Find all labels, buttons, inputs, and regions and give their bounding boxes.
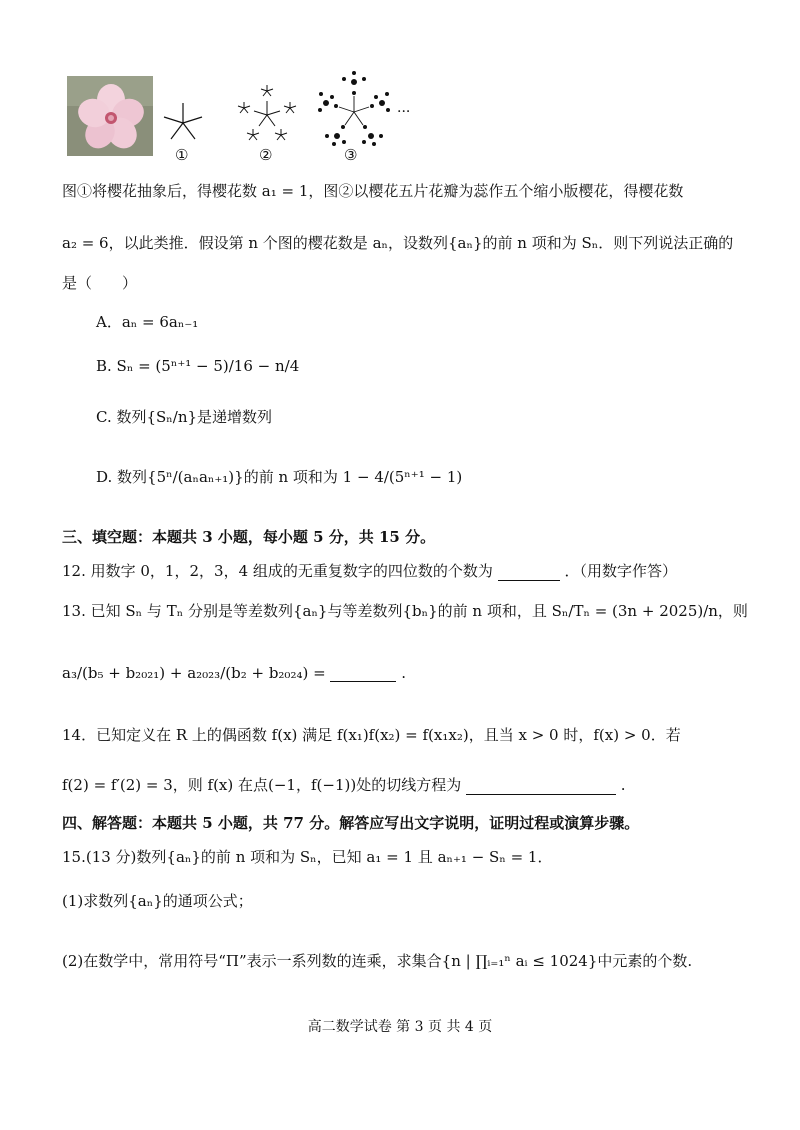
q12-answer-blank[interactable] [498, 566, 560, 581]
figure-label-2: ② [259, 146, 273, 164]
option-b: B. Sₙ = (5ⁿ⁺¹ − 5)/16 − n/4 [96, 357, 300, 375]
ellipsis: ··· [397, 104, 411, 120]
q14-tail: . [620, 776, 626, 794]
q11-line-2: a₂ = 6，以此类推．假设第 n 个图的樱花数是 aₙ，设数列{aₙ}的前 n 项和为 Sₙ．则下列说法正确的 [62, 234, 734, 252]
figure-1-star [158, 98, 208, 148]
q14-answer-blank[interactable] [466, 780, 616, 795]
section-3-heading: 三、填空题：本题共 3 小题，每小题 5 分，共 15 分。 [62, 528, 436, 546]
q13-answer-blank[interactable] [330, 667, 396, 682]
q14-text: f(2) = f′(2) = 3，则 f(x) 在点(−1，f(−1))处的切线方程为 [62, 776, 462, 794]
cherry-blossom-photo [67, 76, 153, 156]
option-a: A．aₙ = 6aₙ₋₁ [96, 313, 199, 331]
q15-part-2: (2)在数学中，常用符号“Π”表示一系列数的连乘，求集合{n | ∏ᵢ₌₁ⁿ aᵢ ≤ 1024}中元素的个数. [62, 952, 693, 970]
q11-line-3: 是（ ） [62, 274, 138, 292]
option-d: D. 数列{5ⁿ/(aₙaₙ₊₁)}的前 n 项和为 1 − 4/(5ⁿ⁺¹ − 1) [96, 468, 463, 486]
q12 [62, 560, 677, 581]
q15-stem: 15.(13 分)数列{aₙ}的前 n 项和为 Sₙ，已知 a₁ = 1 且 aₙ₊₁ − Sₙ = 1． [62, 848, 553, 866]
q15-part-1: (1)求数列{aₙ}的通项公式； [62, 892, 253, 910]
q13-stem: 13. 已知 Sₙ 与 Tₙ 分别是等差数列{aₙ}与等差数列{bₙ}的前 n 项和，且 Sₙ/Tₙ = (3n + 2025)/n，则 [62, 602, 748, 620]
figure-2-star [232, 80, 302, 150]
section-4-heading: 四、解答题：本题共 5 小题，共 77 分。解答应写出文字说明，证明过程或演算步骤。 [62, 814, 640, 832]
option-c: C. 数列{Sₙ/n}是递增数列 [96, 408, 273, 426]
q13-formula [62, 664, 406, 682]
q12-tail: ．（用数字作答） [564, 562, 677, 580]
q13-tail: . [401, 664, 407, 682]
q13-expression: a₃/(b₅ + b₂₀₂₁) + a₂₀₂₃/(b₂ + b₂₀₂₄) = [62, 664, 326, 682]
figure-label-1: ① [175, 146, 189, 164]
page-footer: 高二数学试卷 第 3 页 共 4 页 [307, 1019, 493, 1035]
figure-3-star [312, 70, 396, 150]
figure-label-3: ③ [344, 146, 358, 164]
q14-line-2 [62, 774, 626, 795]
q14-line-1: 14．已知定义在 R 上的偶函数 f(x) 满足 f(x₁)f(x₂) = f(x₁x₂)，且当 x > 0 时，f(x) > 0．若 [62, 726, 681, 744]
q11-line-1: 图①将樱花抽象后，得樱花数 a₁ = 1，图②以樱花五片花瓣为蕊作五个缩小版樱花，得樱花数 [62, 182, 684, 200]
q12-text: 12. 用数字 0，1，2，3，4 组成的无重复数字的四位数的个数为 [62, 562, 493, 580]
